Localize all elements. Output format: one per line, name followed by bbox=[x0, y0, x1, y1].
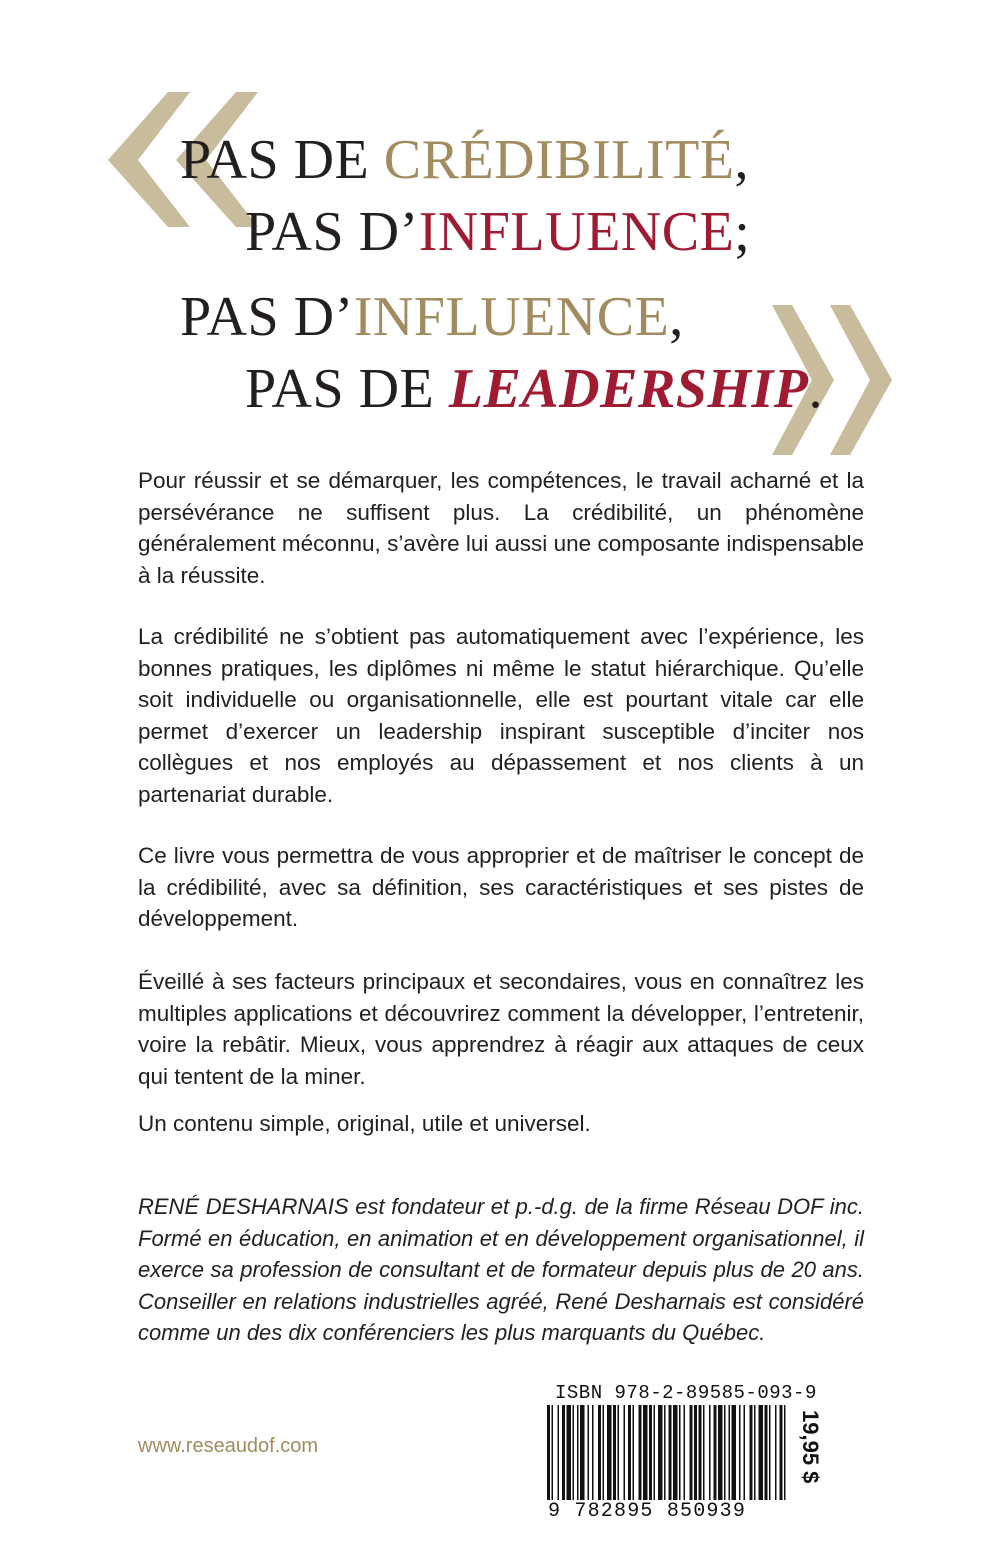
barcode-bar bbox=[750, 1405, 753, 1500]
price-block bbox=[795, 1410, 825, 1500]
barcode-bar bbox=[784, 1405, 786, 1500]
barcode-bar bbox=[769, 1405, 771, 1500]
website-link[interactable]: www.reseaudof.com bbox=[138, 1435, 319, 1457]
quote-line-1-c: , bbox=[734, 129, 750, 191]
barcode-bar bbox=[618, 1405, 620, 1500]
quote-line-3 bbox=[180, 285, 684, 349]
barcode-bar bbox=[724, 1405, 726, 1500]
body-paragraph-1: Pour réussir et se démarquer, les compétences, le travail acharné et la persévérance ne suffisent plus. La crédibilité, un phénomène généralement méconnu, s’avère lui aussi une composante indispensable à la réussite. bbox=[138, 468, 864, 588]
barcode-bar bbox=[703, 1405, 705, 1500]
barcode-bar bbox=[558, 1405, 560, 1500]
barcode-bar bbox=[718, 1405, 723, 1500]
barcode-bar bbox=[729, 1405, 731, 1500]
barcode-bar bbox=[714, 1405, 717, 1500]
ean-number: 9 782895 850939 bbox=[548, 1500, 747, 1523]
barcode-bar bbox=[567, 1405, 572, 1500]
quote-line-1-a: PAS DE bbox=[180, 129, 384, 191]
barcode-bar bbox=[603, 1405, 605, 1500]
barcode bbox=[545, 1405, 790, 1500]
barcode-bar bbox=[598, 1405, 601, 1500]
barcode-bar bbox=[649, 1405, 652, 1500]
barcode-bar bbox=[613, 1405, 616, 1500]
barcode-bar bbox=[780, 1405, 783, 1500]
barcode-bar bbox=[643, 1405, 648, 1500]
barcode-bar bbox=[664, 1405, 666, 1500]
quote-word-leadership: LEADERSHIP bbox=[448, 358, 809, 420]
barcode-bar bbox=[654, 1405, 656, 1500]
quote-line-3-c: , bbox=[669, 286, 684, 348]
quote-line-2-c: ; bbox=[734, 201, 751, 263]
quote-line-4 bbox=[245, 357, 823, 421]
barcode-bar bbox=[628, 1405, 631, 1500]
body-paragraph-4: Éveillé à ses facteurs principaux et secondaires, vous en connaîtrez les multiples applications et découvrirez comment la développer, l’entretenir, voire la rebâtir. Mieux, vous apprendrez à réagir aux attaques de ceux qui tentent de la miner. bbox=[138, 969, 864, 1089]
barcode-bar bbox=[592, 1405, 594, 1500]
barcode-bar bbox=[573, 1405, 575, 1500]
quote-line-2 bbox=[245, 200, 750, 264]
body-paragraph-2: La crédibilité ne s’obtient pas automatiquement avec l’expérience, les bonnes pratiques, les diplômes ni même le statut hiérarchique. Qu’elle soit individuelle ou organisationnelle, elle est pourtant vitale car elle permet d’exercer un leadership inspirant susceptible d’inciter nos collègues et nos employés au dépassement et nos clients à un partenariat durable. bbox=[138, 624, 864, 807]
quote-line-4-a: PAS DE bbox=[245, 358, 449, 420]
barcode-bar bbox=[588, 1405, 590, 1500]
barcode-bar bbox=[607, 1405, 612, 1500]
barcode-bar bbox=[669, 1405, 672, 1500]
barcode-bar bbox=[580, 1405, 585, 1500]
barcode-bar bbox=[739, 1405, 741, 1500]
barcode-bar bbox=[633, 1405, 635, 1500]
quote-word-credibilite: CRÉDIBILITÉ bbox=[383, 129, 735, 191]
barcode-bar bbox=[775, 1405, 777, 1500]
body-paragraph-3: Ce livre vous permettra de vous approprier et de maîtriser le concept de la crédibilité, avec sa définition, ses caractéristiques et ses pistes de développement. bbox=[138, 843, 864, 931]
price-label: 19,95 $ bbox=[798, 1410, 823, 1484]
barcode-bar bbox=[699, 1405, 702, 1500]
barcode-bar bbox=[744, 1405, 746, 1500]
barcode-bar bbox=[765, 1405, 768, 1500]
quote-line-2-a: PAS D’ bbox=[245, 201, 419, 263]
barcode-bar bbox=[658, 1405, 663, 1500]
barcode-bar bbox=[754, 1405, 756, 1500]
quote-line-3-a: PAS D’ bbox=[180, 286, 354, 348]
quote-word-influence-1: INFLUENCE bbox=[418, 201, 735, 263]
barcode-bar bbox=[577, 1405, 579, 1500]
quote-line-1 bbox=[180, 128, 749, 192]
barcode-bar bbox=[690, 1405, 693, 1500]
author-bio: RENÉ DESHARNAIS est fondateur et p.-d.g. de la firme Réseau DOF inc. Formé en éducation, en animation et en développement organisationnel, il exerce sa profession de consultant et de formateur depuis plus de 20 ans. Conseiller en relations industrielles agréé, René Desharnais est considéré comme un des dix conférenciers les plus marquants du Québec. bbox=[138, 1194, 864, 1345]
barcode-bar bbox=[562, 1405, 565, 1500]
barcode-bar bbox=[684, 1405, 686, 1500]
barcode-bar bbox=[679, 1405, 681, 1500]
quote-line-4-c: . bbox=[808, 358, 824, 420]
barcode-bar bbox=[547, 1405, 550, 1500]
barcode-bar bbox=[673, 1405, 678, 1500]
barcode-bar bbox=[732, 1405, 737, 1500]
barcode-bar bbox=[709, 1405, 711, 1500]
body-paragraph-5: Un contenu simple, original, utile et universel. bbox=[138, 1111, 591, 1136]
barcode-bar bbox=[694, 1405, 697, 1500]
barcode-bar bbox=[552, 1405, 554, 1500]
barcode-bar bbox=[639, 1405, 642, 1500]
barcode-bar bbox=[759, 1405, 764, 1500]
quote-word-influence-2: INFLUENCE bbox=[353, 286, 670, 348]
barcode-bar bbox=[624, 1405, 626, 1500]
isbn-label: ISBN 978-2-89585-093-9 bbox=[555, 1382, 817, 1404]
